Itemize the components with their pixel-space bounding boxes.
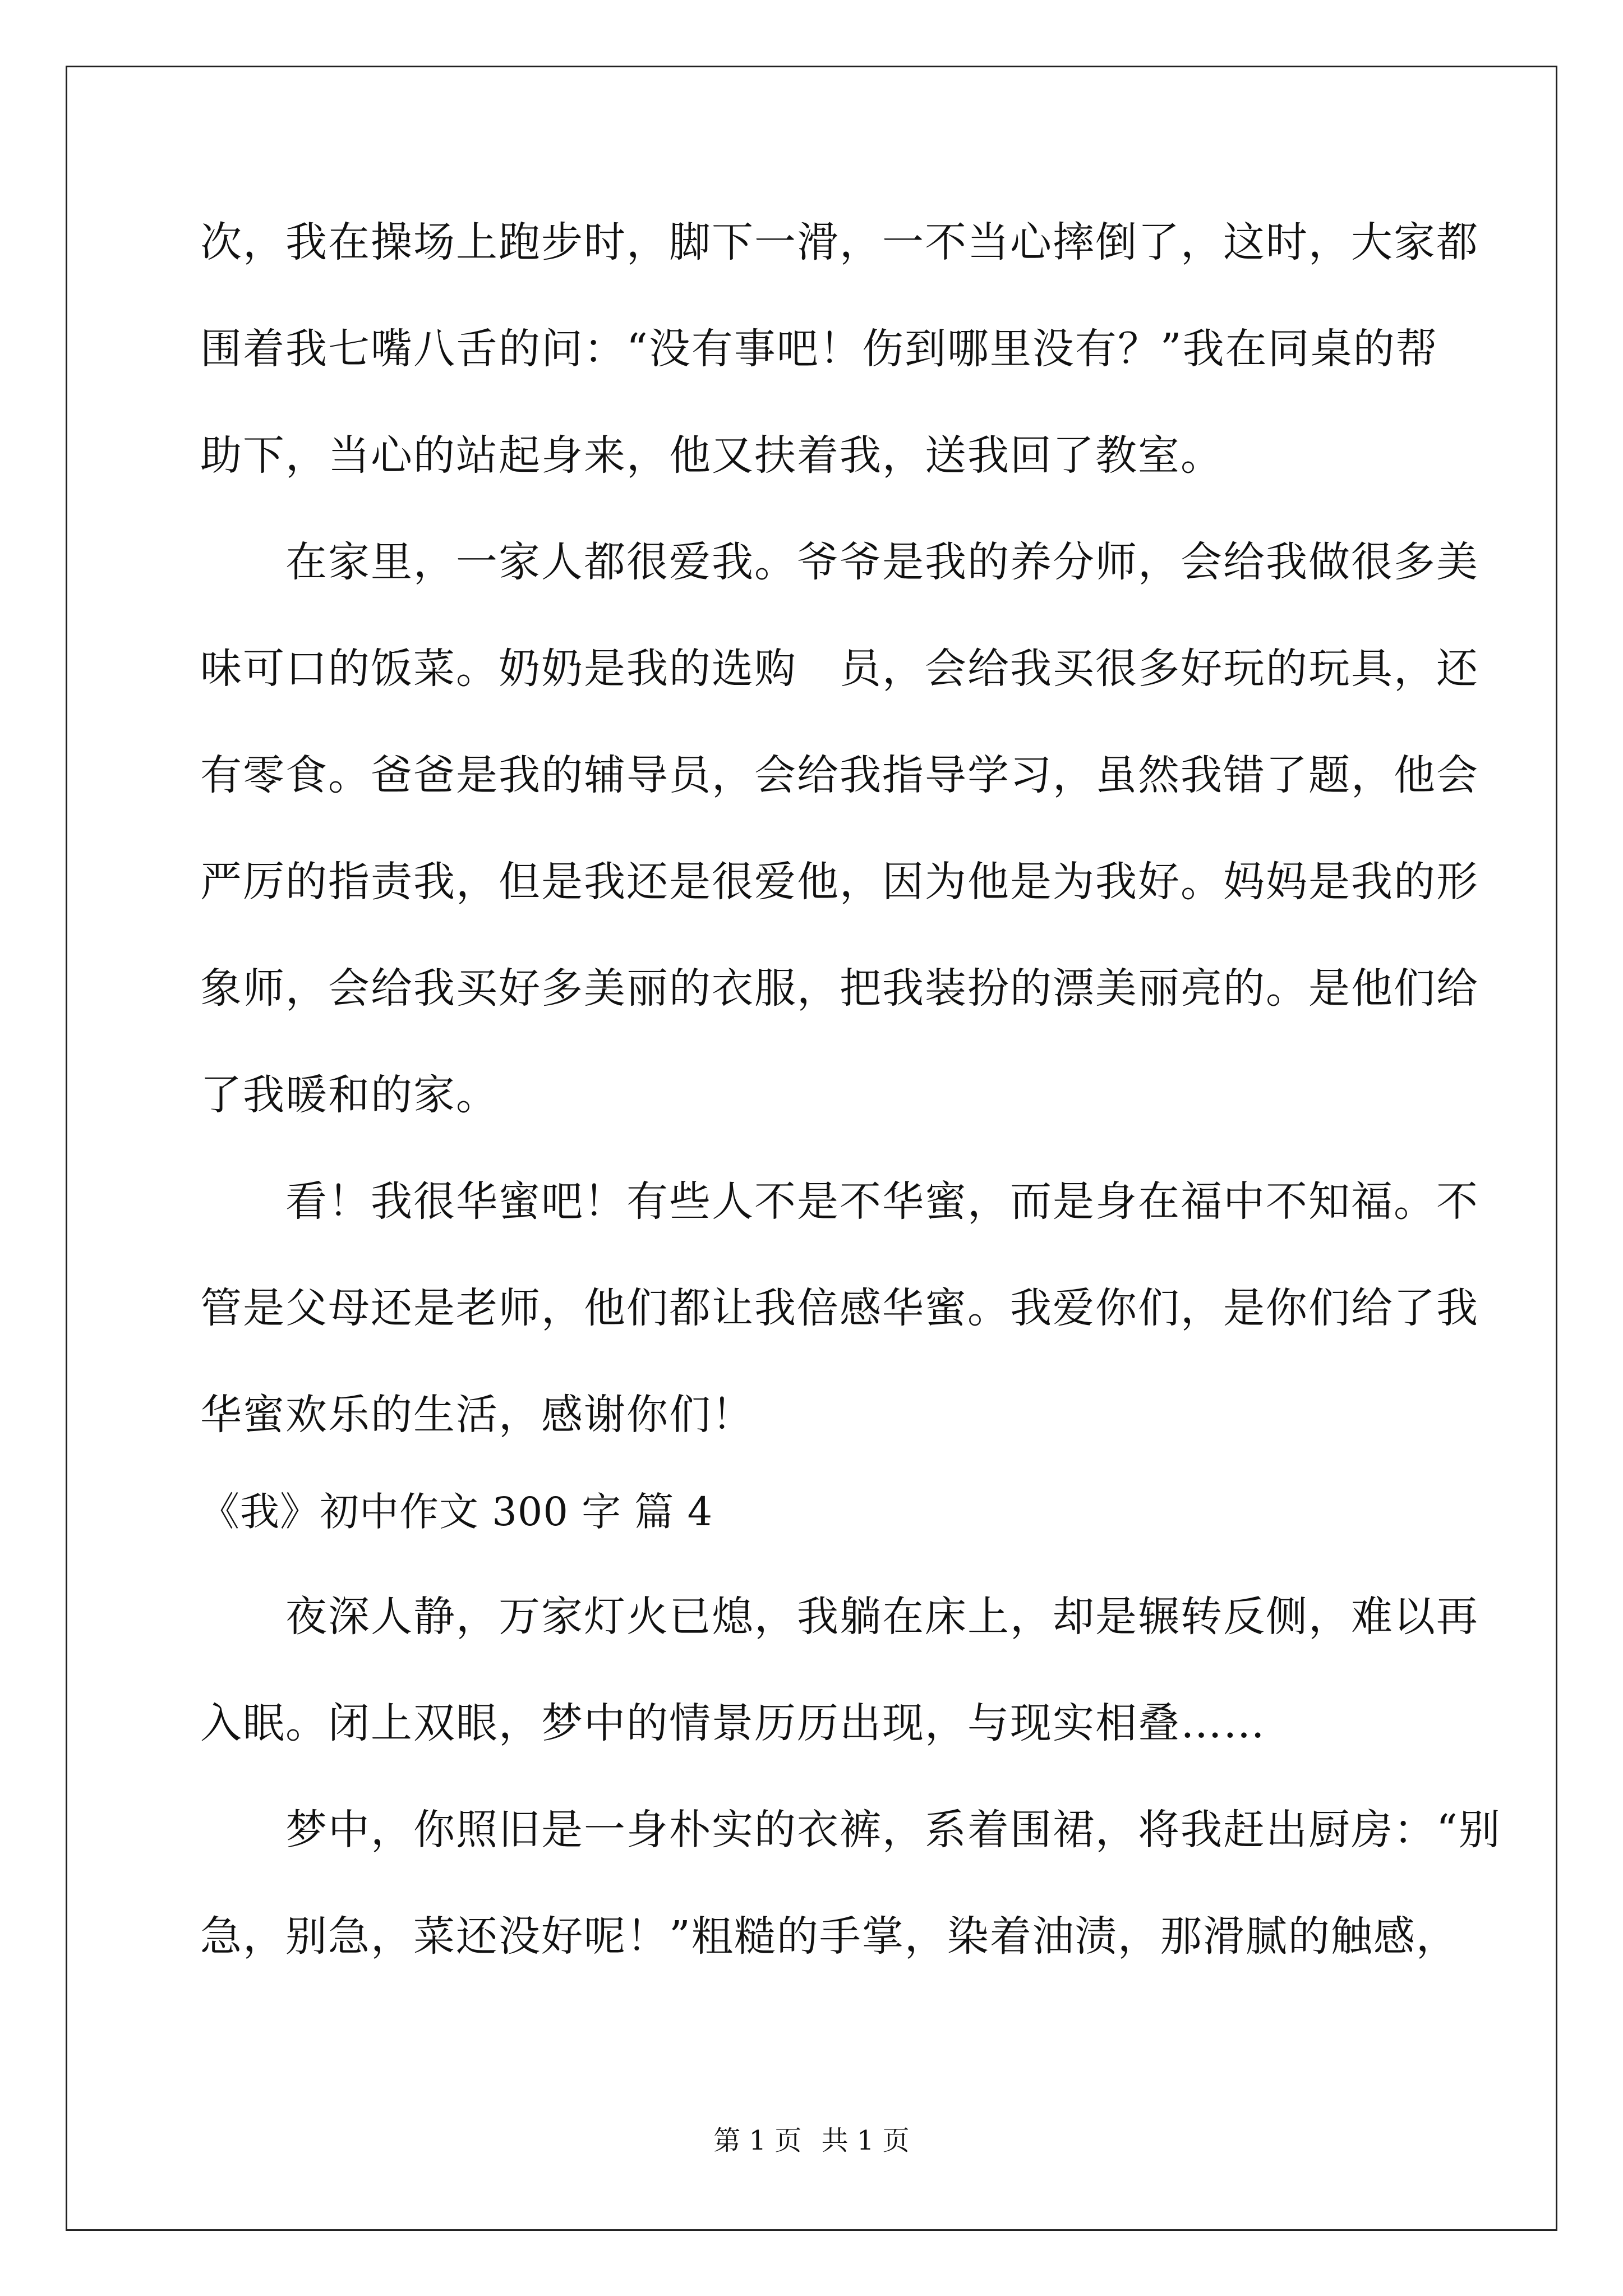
page-footer	[0, 2127, 1623, 2154]
text-line: 看！我很华蜜吧！有些人不是不华蜜，而是身在福中不知福。不	[200, 1177, 1479, 1226]
text-line: 管是父母还是老师，他们都让我倍感华蜜。我爱你们，是你们给了我	[200, 1284, 1479, 1332]
text-line: 有零食。爸爸是我的辅导员，会给我指导学习，虽然我错了题，他会	[200, 751, 1479, 799]
text-line: 急，别急，菜还没好呢！”粗糙的手掌，染着油渍，那滑腻的触感，	[200, 1912, 1459, 1961]
page-border	[66, 66, 1557, 2231]
text-line: 夜深人静，万家灯火已熄，我躺在床上，却是辗转反侧，难以再	[200, 1593, 1479, 1641]
section-heading: 《我》初中作文 300 字 篇 4	[200, 1489, 713, 1535]
text-line: 了我暖和的家。	[200, 1071, 499, 1119]
text-line: 梦中，你照旧是一身朴实的衣裤，系着围裙，将我赶出厨房：“别	[200, 1806, 1501, 1854]
text-line: 助下，当心的站起身来，他又扶着我，送我回了教室。	[200, 431, 1223, 480]
text-line: 围着我七嘴八舌的问：“没有事吧！伤到哪里没有？”我在同桌的帮	[200, 325, 1438, 373]
text-line: 次，我在操场上跑步时，脚下一滑，一不当心摔倒了，这时，大家都	[200, 218, 1479, 266]
text-line: 华蜜欢乐的生活，感谢你们！	[200, 1391, 754, 1439]
text-line: 味可口的饭菜。奶奶是我的选购 员，会给我买很多好玩的玩具，还	[200, 645, 1479, 693]
text-line: 入眠。闭上双眼，梦中的情景历历出现，与现实相叠……	[200, 1699, 1266, 1747]
text-line: 严厉的指责我，但是我还是很爱他，因为他是为我好。妈妈是我的形	[200, 858, 1479, 906]
page-number: 第 1 页	[713, 2125, 802, 2156]
text-line: 在家里，一家人都很爱我。爷爷是我的养分师，会给我做很多美	[200, 538, 1479, 586]
text-line: 象师，会给我买好多美丽的衣服，把我装扮的漂美丽亮的。是他们给	[200, 964, 1479, 1013]
page-total: 共 1 页	[821, 2125, 910, 2156]
